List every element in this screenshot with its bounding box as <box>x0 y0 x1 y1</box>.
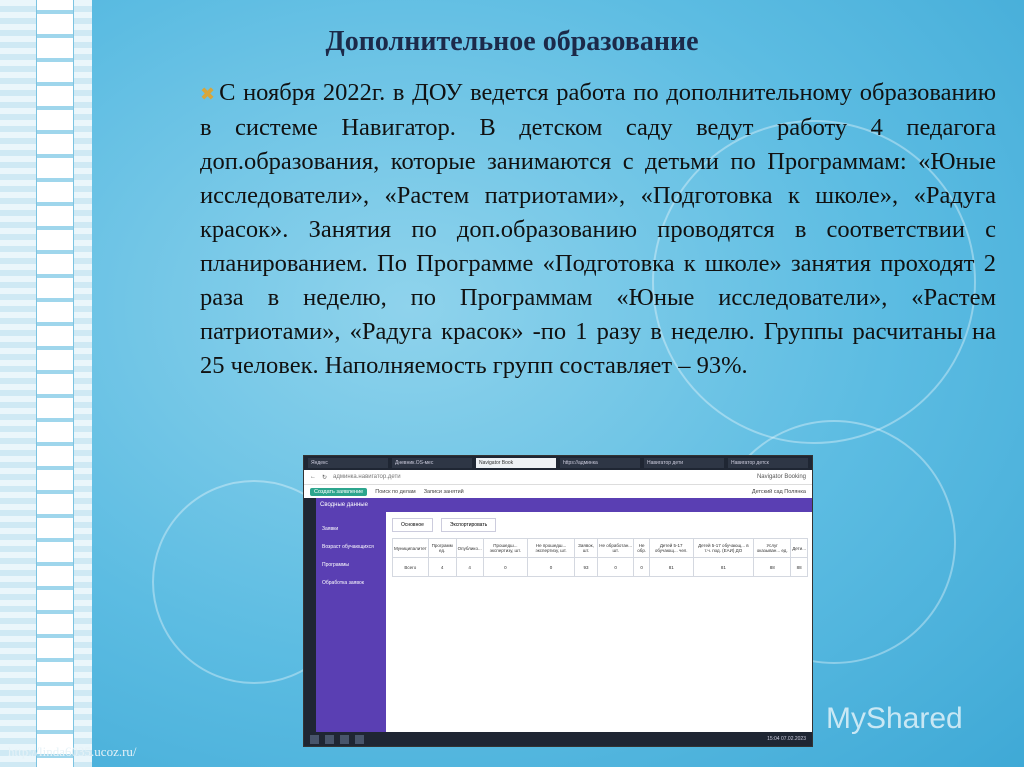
side-item-student-age[interactable]: Возраст обучающихся <box>322 544 374 550</box>
table-header: Не обработан... шт. <box>597 539 634 558</box>
tab-admin[interactable]: https://админка <box>560 458 640 468</box>
navigator-screenshot <box>303 455 813 747</box>
table-header: Детей 5-17 обучающ... чел. <box>649 539 693 558</box>
side-menu <box>316 498 386 732</box>
table-header: Не прошедш... экспертизу, шт. <box>527 539 574 558</box>
summary-header: Сводные данные <box>316 498 812 512</box>
table-cell: 81 <box>693 558 754 577</box>
create-application-button[interactable]: Создать заявление <box>310 488 367 496</box>
source-url: http://linda6035.ucoz.ru/ <box>8 744 137 759</box>
watermark-logo: MyShared <box>826 702 963 735</box>
tab-navigator-children-2[interactable]: Навигатор детск <box>728 458 808 468</box>
bullet-icon: ✖ <box>200 84 216 104</box>
side-item-processing[interactable]: Обработка заявок <box>322 580 364 586</box>
table-header: Дети... <box>791 539 808 558</box>
address-bar <box>304 470 812 485</box>
table-cell: 0 <box>597 558 634 577</box>
table-row <box>393 558 808 577</box>
table-cell: 0 <box>634 558 650 577</box>
side-item-programs[interactable]: Программы <box>322 562 350 568</box>
page-title: Navigator Booking <box>756 474 806 480</box>
start-icon[interactable] <box>310 735 319 744</box>
paragraph-text: С ноября 2022г. в ДОУ ведется работа по дополнительному образованию в системе Навигатор. В детском саду ведут работу 4 педагога доп.образования, которые занимаются с детьми по Программам: «Юные исследователи», «Растем патриотами», «Подготовка к школе», «Радуга красок». Занятия по доп.образованию проводятся в соответствии с планированием. По Программе «Подготовка к школе» занятия проходят 2 раза в неделю, по Программам «Юные исследователи», «Растем патриотами», «Радуга красок» -по 1 разу в неделю. Группы расчитаны на 25 человек. Наполняемость групп составляет – 93%. <box>200 79 996 379</box>
table-cell: 0 <box>483 558 527 577</box>
icon-rail <box>304 498 316 732</box>
taskbar-app-icon[interactable] <box>355 735 364 744</box>
table-header: Прошедш... экспертизу, шт. <box>483 539 527 558</box>
subtab-export[interactable]: Экспортировать <box>441 518 496 532</box>
class-records-button[interactable]: Записи занятий <box>423 489 464 495</box>
tab-yandex[interactable]: Яндекс <box>308 458 388 468</box>
app-body <box>304 498 812 732</box>
table-cell: 0 <box>527 558 574 577</box>
tab-navigator-booking[interactable]: Navigator Book <box>476 458 556 468</box>
taskbar <box>304 732 812 746</box>
decorative-strip <box>36 0 74 767</box>
slide-paragraph <box>200 76 996 383</box>
user-menu[interactable]: Детский сад Полянка <box>751 489 806 495</box>
table-cell: 4 <box>456 558 483 577</box>
subtab-main[interactable]: Основное <box>392 518 433 532</box>
table-cell: 4 <box>428 558 456 577</box>
table-cell: Всего <box>393 558 429 577</box>
table-header: Детей 5-17 обучающ... в т.ч. под. (ЕАИ) ДО <box>693 539 754 558</box>
tab-navigator-children[interactable]: Навигатор дети <box>644 458 724 468</box>
taskbar-app-icon[interactable] <box>325 735 334 744</box>
back-icon[interactable]: ← <box>310 474 316 480</box>
browser-tabs <box>304 456 812 470</box>
side-item-applications[interactable]: Заявки <box>322 526 339 532</box>
url-field[interactable]: админка.навигатор.дети <box>333 474 401 480</box>
taskbar-app-icon[interactable] <box>340 735 349 744</box>
table-header: Не обр. <box>634 539 650 558</box>
summary-table <box>392 538 808 577</box>
table-header-row <box>393 539 808 558</box>
table-header: Услуг оказыван... ед. <box>754 539 791 558</box>
search-cases-button[interactable]: Поиск по делам <box>375 489 416 495</box>
table-cell: 88 <box>791 558 808 577</box>
table-cell: 88 <box>754 558 791 577</box>
slide-title: Дополнительное образование <box>325 26 699 57</box>
tab-dnevnik[interactable]: Дневник.OS-мес <box>392 458 472 468</box>
table-cell: 93 <box>575 558 598 577</box>
table-header: Заявок, шт. <box>575 539 598 558</box>
reload-icon[interactable]: ↻ <box>322 474 328 481</box>
table-cell: 81 <box>649 558 693 577</box>
table-header: Опублико... <box>456 539 483 558</box>
subtabs <box>392 518 496 532</box>
clock: 15:04 07.02.2023 <box>767 736 806 742</box>
table-header: Программ ед. <box>428 539 456 558</box>
table-header: Муниципалитет <box>393 539 429 558</box>
